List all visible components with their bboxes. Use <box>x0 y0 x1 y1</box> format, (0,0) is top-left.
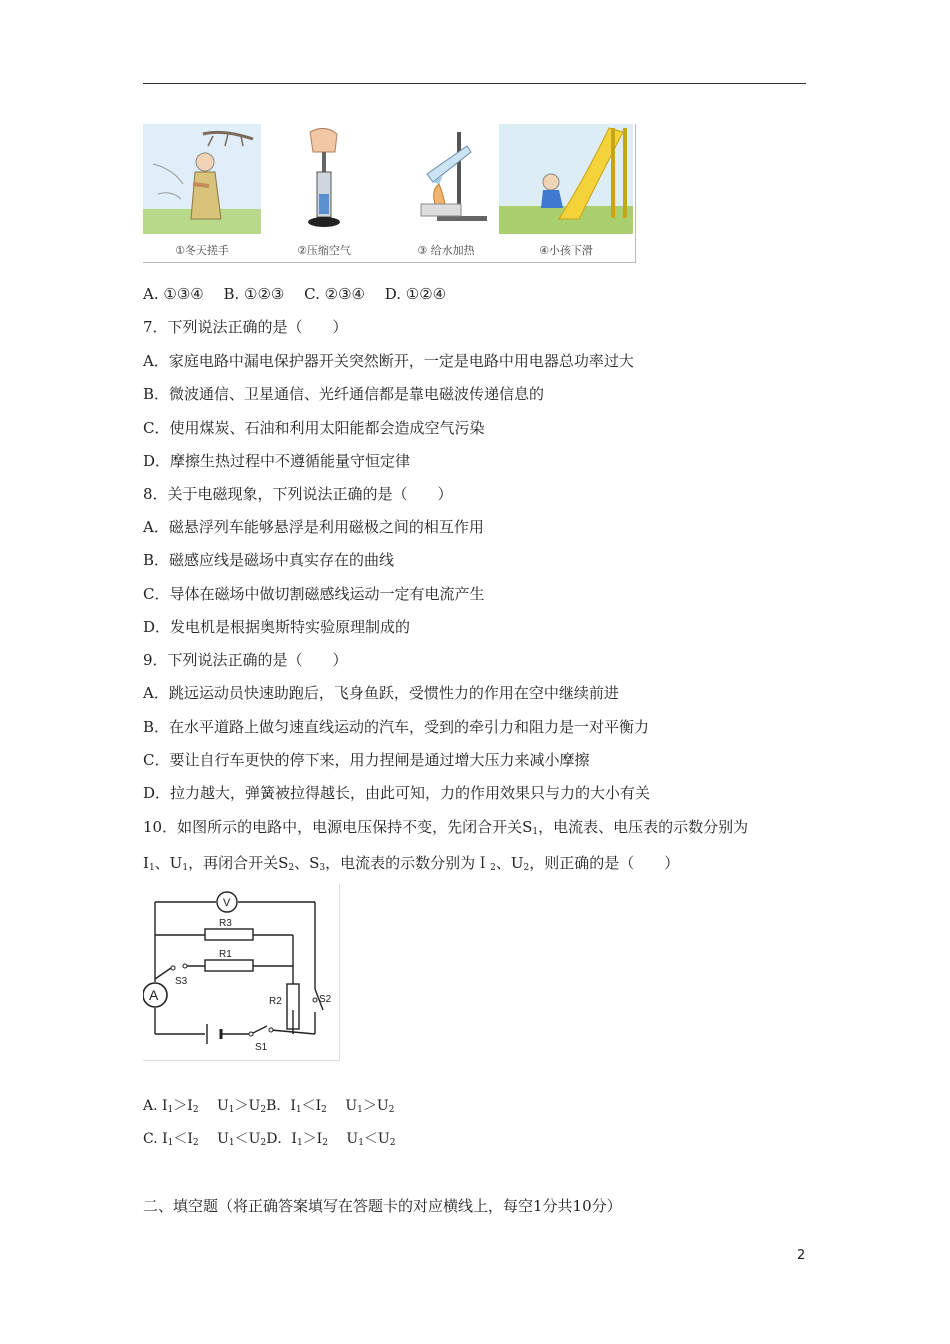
q10-option-text: B．I <box>266 1098 296 1114</box>
resistor-r3 <box>205 929 253 940</box>
voltmeter-label: V <box>223 897 231 909</box>
q10-stem-line2-subscript: 1 <box>182 863 189 873</box>
figure-panel-compress-air <box>265 124 383 262</box>
figure-panel-heating-water <box>387 124 505 262</box>
caption-panel-2: ②压缩空气 <box>297 244 351 257</box>
q10-option-subscript: 2 <box>389 1138 396 1148</box>
q10-stem-line2-subscript: 3 <box>319 863 326 873</box>
q10-option-subscript: 2 <box>260 1105 267 1115</box>
q10-option-text: U <box>198 1131 229 1147</box>
circuit-schematic <box>143 884 339 1060</box>
q10-stem-line2-subscript: 2 <box>490 863 496 873</box>
q10-stem-sub: 1 <box>532 827 539 837</box>
ammeter-label: A <box>149 987 159 1003</box>
r1-label: R1 <box>219 949 232 960</box>
q10-option-text: ＜I <box>301 1098 322 1114</box>
q10-option-text: D．I <box>266 1131 297 1147</box>
q10-option-subscript: 2 <box>321 1105 327 1115</box>
q10-option-text: ＜I <box>173 1131 193 1147</box>
q8-stem: 8．关于电磁现象，下列说法正确的是（ ） <box>143 485 453 503</box>
s3-label: S3 <box>175 976 188 987</box>
section-2-heading: 二、填空题（将正确答案填写在答题卡的对应横线上，每空1分共10分） <box>143 1197 622 1215</box>
q10-options-row2 <box>143 1129 395 1153</box>
r3-label: R3 <box>219 918 232 929</box>
s2-label: S2 <box>319 994 332 1005</box>
q8-option-a: A．磁悬浮列车能够悬浮是利用磁极之间的相互作用 <box>143 518 484 536</box>
switch-s3-contact-2 <box>183 964 187 968</box>
q10-stem-line2-subscript: 2 <box>523 863 530 873</box>
q10-option-subscript: 2 <box>192 1105 199 1115</box>
q10-stem-line2-text: 、U <box>495 854 524 872</box>
q10-option-text: A. I <box>143 1098 168 1114</box>
s1-label: S1 <box>255 1042 268 1053</box>
q10-stem-line2-text: ，再闭合开关S <box>188 854 289 872</box>
q10-option-text: ＞U <box>234 1098 261 1114</box>
q6-options: A. ①③④ B. ①②③ C. ②③④ D. ①②④ <box>143 285 447 303</box>
q9-option-a: A．跳远运动员快速助跑后，飞身鱼跃，受惯性力的作用在空中继续前进 <box>143 684 619 702</box>
q10-stem-line2 <box>143 853 679 878</box>
q6-figure <box>143 124 636 263</box>
q10-option-subscript: 2 <box>322 1138 328 1148</box>
switch-s3-contact <box>171 966 175 970</box>
caption-panel-4: ④小孩下滑 <box>539 244 593 257</box>
q10-stem-line2-text: ，则正确的是（ ） <box>529 854 680 872</box>
q10-option-text: U <box>327 1131 359 1147</box>
q10-option-text: ＜U <box>234 1131 261 1147</box>
q10-option-subscript: 2 <box>388 1105 395 1115</box>
q10-stem-line2-text: 、S <box>294 854 320 872</box>
r2-label: R2 <box>269 996 282 1007</box>
resistor-r1 <box>205 960 253 971</box>
page-number: 2 <box>797 1248 806 1263</box>
q9-stem: 9．下列说法正确的是（ ） <box>143 651 348 669</box>
switch-s1-contact-2 <box>269 1028 273 1032</box>
switch-s1-contact <box>249 1032 253 1036</box>
q10-stem-line2-text: I <box>143 854 149 872</box>
q10-stem-line1 <box>143 817 748 842</box>
q10-stem-line2-text: 、U <box>154 854 183 872</box>
q10-stem-line2-text: ，电流表的示数分别为Ｉ <box>325 854 491 872</box>
q10-stem-text-b: ，电流表、电压表的示数分别为 <box>538 818 749 836</box>
q10-option-text: C. I <box>143 1131 168 1147</box>
q10-option-text: ＞I <box>302 1131 323 1147</box>
q10-option-subscript: 2 <box>260 1138 267 1148</box>
header-rule <box>143 83 806 84</box>
q10-option-text: U <box>326 1098 358 1114</box>
q10-option-text: ＞I <box>173 1098 193 1114</box>
q9-option-b: B．在水平道路上做匀速直线运动的汽车，受到的牵引力和阻力是一对平衡力 <box>143 718 650 736</box>
q10-option-subscript: 1 <box>167 1105 174 1115</box>
q9-option-c: C．要让自行车更快的停下来，用力捏闸是通过增大压力来减小摩擦 <box>143 751 590 769</box>
q10-option-subscript: 1 <box>167 1138 174 1148</box>
q10-option-subscript: 1 <box>357 1105 363 1115</box>
q10-option-text: ＞U <box>362 1098 389 1114</box>
q7-stem: 7．下列说法正确的是（ ） <box>143 318 348 336</box>
q7-option-b: B．微波通信、卫星通信、光纤通信都是靠电磁波传递信息的 <box>143 385 545 403</box>
q10-option-subscript: 1 <box>296 1138 303 1148</box>
q7-option-a: A．家庭电路中漏电保护器开关突然断开，一定是电路中用电器总功率过大 <box>143 352 634 370</box>
q10-option-subscript: 1 <box>228 1105 235 1115</box>
q10-option-text: ＜U <box>363 1131 390 1147</box>
caption-panel-3: ③ 给水加热 <box>417 244 475 257</box>
q10-option-text: U <box>198 1098 229 1114</box>
q10-option-subscript: 1 <box>295 1105 302 1115</box>
q7-option-d: D．摩擦生热过程中不遵循能量守恒定律 <box>143 452 411 470</box>
q10-circuit-diagram <box>143 884 340 1061</box>
figure-panel-child-slide <box>499 124 633 262</box>
q7-option-c: C．使用煤炭、石油和利用太阳能都会造成空气污染 <box>143 419 485 437</box>
figure-panel-rubbing-hands <box>143 124 261 262</box>
q10-stem-line2-subscript: 2 <box>288 863 295 873</box>
q8-option-d: D．发电机是根据奥斯特实验原理制成的 <box>143 618 411 636</box>
switch-s2-contact <box>313 998 317 1002</box>
q10-stem-text-a: 10．如图所示的电路中，电源电压保持不变，先闭合开关S <box>143 818 533 836</box>
q10-option-subscript: 2 <box>192 1138 199 1148</box>
q10-options-row1 <box>143 1096 394 1120</box>
q8-option-b: B．磁感应线是磁场中真实存在的曲线 <box>143 551 395 569</box>
q8-option-c: C．导体在磁场中做切割磁感线运动一定有电流产生 <box>143 585 485 603</box>
q9-option-d: D．拉力越大，弹簧被拉得越长，由此可知，力的作用效果只与力的大小有关 <box>143 784 651 802</box>
q10-stem-line2-subscript: 1 <box>148 863 155 873</box>
caption-panel-1: ①冬天搓手 <box>175 244 229 257</box>
q10-option-subscript: 1 <box>358 1138 364 1148</box>
q10-option-subscript: 1 <box>228 1138 235 1148</box>
